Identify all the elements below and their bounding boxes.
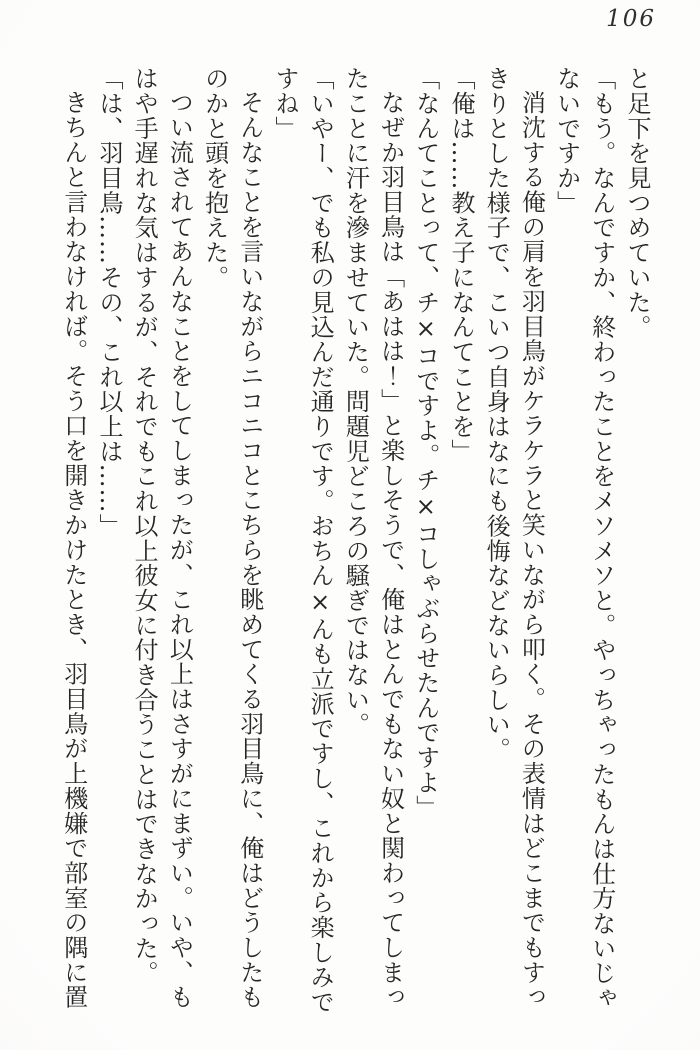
text-line: ないですか」 — [552, 66, 581, 216]
text-line: はや手遅れな気はするが、それでもこれ以上彼女に付き合うことはできなかった。 — [130, 66, 159, 986]
vertical-text-area — [56, 66, 654, 1015]
page-number: 106 — [606, 6, 656, 32]
text-line: 「もう。なんですか、終わったことをメソメソと。やっちゃったもんは仕方ないじゃ — [587, 66, 616, 1011]
text-line: 「俺は……教え子になんてことを」 — [446, 66, 475, 464]
text-line: つい流されてあんなことをしてしまったが、これ以上はさすがにまずい。いや、も — [165, 90, 194, 1010]
text-line: たことに汗を滲ませていた。問題児どころの騒ぎではない。 — [341, 66, 370, 737]
text-line: のかと頭を抱えた。 — [200, 66, 229, 290]
text-line: 消沈する俺の肩を羽目鳥がケラケラと笑いながら叩く。その表情はどこまでもすっ — [517, 90, 546, 1010]
text-line: 「いやー、でも私の見込んだ通りです。おちん×んも立派ですし、これから楽しみで — [306, 66, 335, 1015]
text-line: きりとした様子で、こいつ自身はなにも後悔などないらしい。 — [482, 66, 511, 762]
text-line: なぜか羽目鳥は「あはは！」と楽しそうで、俺はとんでもない奴と関わってしまっ — [376, 90, 405, 1010]
text-line: 「は、羽目鳥……その、これ以上は……」 — [94, 66, 123, 539]
text-line: 「なんてことって、チ×コですよ。チ×コしゃぶらせたんですよ」 — [411, 66, 440, 820]
text-line: すね」 — [270, 66, 299, 141]
text-line: そんなことを言いながらニコニコとこちらを眺めてくる羽目鳥に、俺はどうしたも — [235, 90, 264, 1010]
text-line: と足下を見つめていた。 — [623, 66, 651, 340]
text-line: きちんと言わなければ。そう口を開きかけたとき、羽目鳥が上機嫌で部室の隅に置 — [59, 90, 88, 1010]
